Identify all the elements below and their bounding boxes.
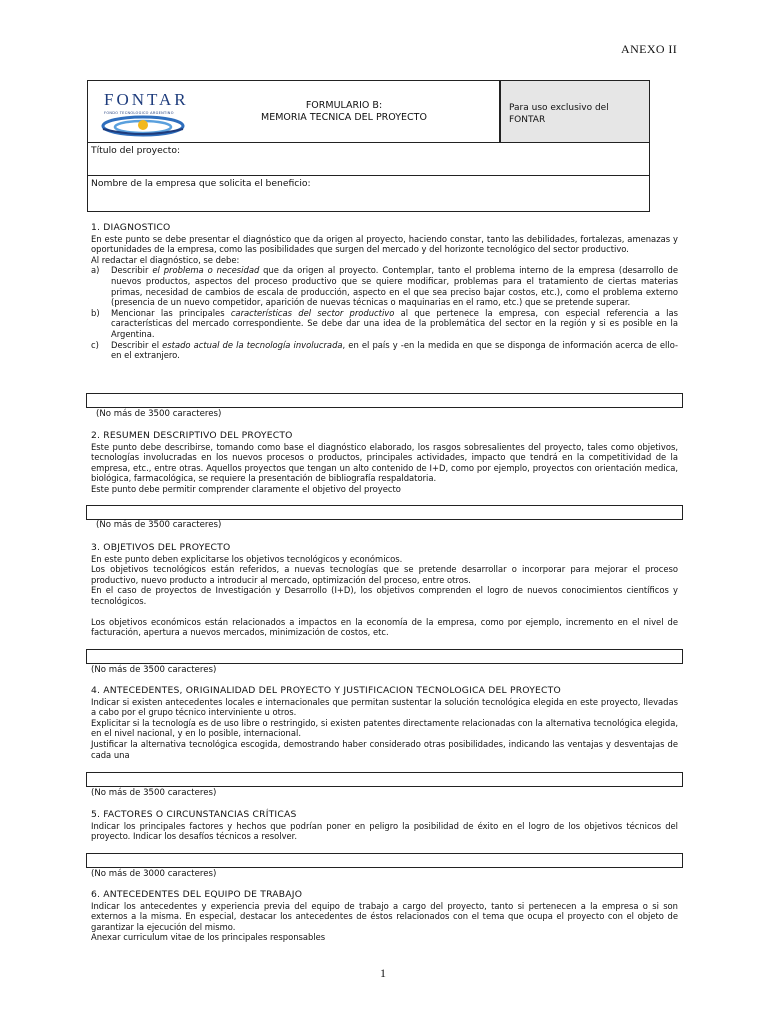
paragraph: Anexar curriculum vitae de los principales responsables [91, 932, 326, 943]
form-title-line1: FORMULARIO B: [305, 100, 383, 111]
fontar-use-text [509, 102, 609, 126]
emphasis: estado actual de la tecnología involucrada [162, 339, 343, 350]
paragraph: Al redactar el diagnóstico, se debe: [91, 254, 240, 265]
section-heading: 6. ANTECEDENTES DEL EQUIPO DE TRABAJO [91, 889, 303, 900]
list-item [91, 340, 678, 361]
char-limit-note: (No más de 3500 caracteres) [96, 520, 222, 530]
text-run: , en el país y -en la medida en que se disponga de información acerca de ello- en el extranjero. [111, 339, 678, 361]
section-factores [91, 810, 678, 842]
paragraph: Los objetivos económicos están relacionados a impactos en la economía de la empresa, como por ejemplo, incremento en el nivel de facturación, apertura a nuevos mercados, minimización de costos, etc. [91, 616, 678, 638]
answer-box-antecedentes[interactable] [86, 772, 683, 787]
text-run: Describir [111, 265, 153, 276]
fontar-use-line1: Para uso exclusivo del [509, 103, 609, 113]
char-limit-note: (No más de 3000 caracteres) [91, 869, 217, 879]
char-limit-note: (No más de 3500 caracteres) [91, 788, 217, 798]
emphasis: características del sector productivo [230, 307, 395, 318]
answer-box-diagnostico[interactable] [86, 393, 683, 408]
section-heading: 3. OBJETIVOS DEL PROYECTO [91, 542, 231, 553]
fontar-logo-icon [100, 113, 186, 137]
section-heading: 5. FACTORES O CIRCUNSTANCIAS CRÍTICAS [91, 809, 297, 820]
section-heading: 2. RESUMEN DESCRIPTIVO DEL PROYECTO [91, 430, 293, 441]
paragraph: Indicar si existen antecedentes locales e internacionales que permitan sustentar la solución tecnológica elegida en este proyecto, llevadas a cabo por el grupo técnico interviniente u otros. [91, 696, 678, 718]
paragraph: Justificar la alternativa tecnológica escogida, demostrando haber considerado otras posibilidades, indicando las ventajas y desventajas de cada una [91, 738, 678, 760]
paragraph: Indicar los principales factores y hechos que podrían poner en peligro la posibilidad de éxito en el logro de los objetivos técnicos del proyecto. Indicar los desafíos técnicos a resolver. [91, 820, 678, 842]
text-run: Describir el [111, 339, 163, 350]
text-run: que da origen al proyecto. Contemplar, tanto el problema interno de la empresa (desarrollo de nuevos productos, aspectos del proceso productivo que se quiere modificar, problemas para el tratamiento de ciertas materias primas, necesidad de cambios de escala de producción, aspecto en el que sea preciso bajar costos, etc.), como el problema externo (presencia de un nuevo competidor, aparición de nuevas técnicas o maquinarias en el ramo, etc.) que se pretende superar. [111, 265, 678, 308]
section-resumen [91, 431, 678, 495]
section-equipo [91, 890, 678, 943]
list-item [91, 308, 678, 340]
paragraph: En este punto se debe presentar el diagnóstico que da origen al proyecto, haciendo constar, tanto las debilidades, fortalezas, amenazas y oportunidades de la empresa, como las posibilidades que surgen del mercado y del horizonte tecnológico del sector productivo. [91, 233, 678, 255]
page-number: 1 [380, 966, 386, 980]
section-diagnostico [91, 223, 678, 361]
list-marker: c) [91, 339, 99, 350]
fontar-use-line2: FONTAR [509, 115, 546, 125]
char-limit-note: (No más de 3500 caracteres) [96, 409, 222, 419]
project-title-field[interactable] [87, 142, 650, 176]
text-run: al que pertenece la empresa, con especial referencia a las características del mercado correspondiente. Se debe dar una idea de la problemática del sector en la región y si es posible en la Argentina. [111, 307, 678, 339]
project-title-label: Título del proyecto: [91, 145, 181, 156]
paragraph: Explicitar si la tecnología es de uso libre o restringido, si existen patentes directamente relacionadas con la alternativa tecnológica elegida, en el nivel nacional, y en lo posible, internacional. [91, 717, 678, 739]
paragraph: Los objetivos tecnológicos están referidos, a nuevas tecnologías que se pretende desarrollar o incorporar para mejorar el proceso productivo, nuevo producto a introducir al mercado, optimización del proceso, entre otros. [91, 564, 678, 585]
paragraph: En este punto deben explicitarse los objetivos tecnológicos y económicos. [91, 553, 403, 564]
logo-subtitle: FONDO TECNOLOGICO ARGENTINO [104, 111, 174, 115]
form-header-table [87, 80, 650, 212]
form-title [189, 100, 499, 124]
list-marker: b) [91, 307, 100, 318]
company-name-field[interactable] [87, 175, 650, 212]
section-objetivos [91, 543, 678, 638]
char-limit-note: (No más de 3500 caracteres) [91, 665, 217, 675]
paragraph: Este punto debe describirse, tomando como base el diagnóstico elaborado, los rasgos sobresalientes del proyecto, tales como objetivos, tecnologías involucradas en los nuevos procesos o productos, principales actividades, impacto que tendrá en la competitividad de la empresa, etc., entre otras. Aquellos proyectos que tengan un alto contenido de I+D, como por ejemplo, proyectos con orientación medica, biológica, farmacológica, se requiere la presentación de bibliografía respaldatoria. [91, 441, 678, 484]
section-heading: 4. ANTECEDENTES, ORIGINALIDAD DEL PROYECTO Y JUSTIFICACION TECNOLOGICA DEL PROYECTO [91, 685, 561, 696]
fontar-use-cell [500, 80, 650, 143]
paragraph: Este punto debe permitir comprender claramente el objetivo del proyecto [91, 483, 401, 494]
company-name-label: Nombre de la empresa que solicita el beneficio: [91, 178, 311, 189]
paragraph: En el caso de proyectos de Investigación y Desarrollo (I+D), los objetivos comprenden el logro de nuevos conocimientos científicos y tecnológicos. [91, 585, 678, 606]
emphasis: el problema o necesidad [152, 265, 260, 276]
section-heading: 1. DIAGNOSTICO [91, 222, 171, 233]
form-title-cell [189, 80, 500, 143]
list-marker: a) [91, 265, 100, 276]
answer-box-objetivos[interactable] [86, 649, 683, 664]
answer-box-factores[interactable] [86, 853, 683, 868]
logo-name: FONTAR [104, 90, 189, 109]
paragraph: Indicar los antecedentes y experiencia previa del equipo de trabajo a cargo del proyecto, tanto si pertenecen a la empresa o si son externos a la misma. En especial, destacar los antecedentes de éstos relacionados con el tema que ocupa el proyecto con el objeto de garantizar la ejecución del mismo. [91, 900, 678, 932]
annex-label: ANEXO II [621, 42, 678, 56]
answer-box-resumen[interactable] [86, 505, 683, 520]
section-antecedentes [91, 686, 678, 760]
logo-cell [87, 80, 189, 143]
text-run: Mencionar las principales [111, 307, 231, 318]
list-item [91, 265, 678, 307]
form-title-line2: MEMORIA TECNICA DEL PROYECTO [261, 112, 427, 123]
